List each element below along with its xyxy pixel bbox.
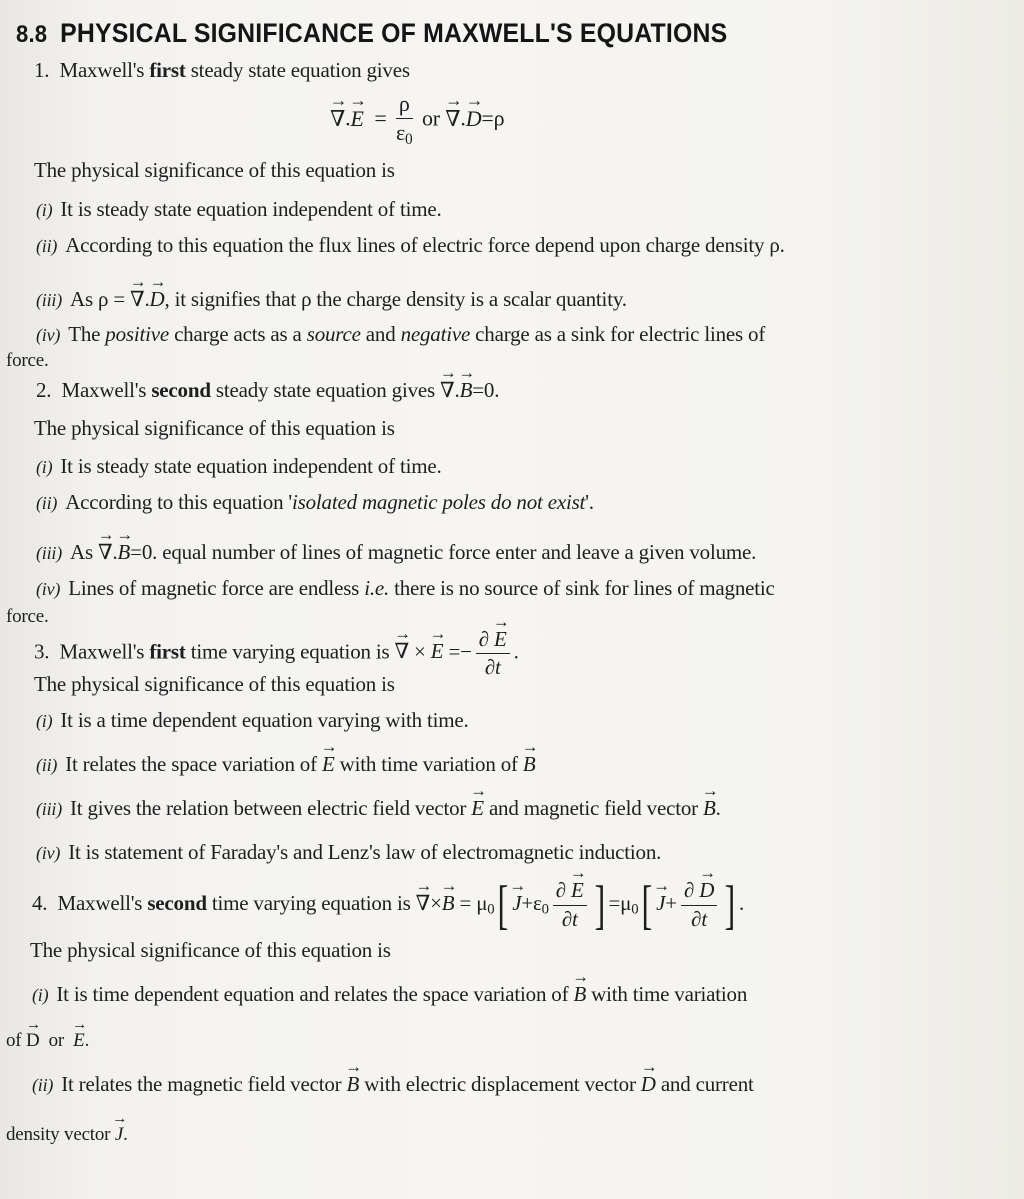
vector-B: → B [460, 378, 473, 403]
denominator [562, 906, 578, 931]
vector-D: → D [150, 287, 165, 312]
nabla-symbol: → ∇ [395, 639, 409, 664]
partial: ∂ [478, 627, 489, 651]
roman-numeral: (i) [32, 985, 49, 1005]
text: and [360, 322, 401, 346]
text: Lines of magnetic force are endless [68, 576, 365, 600]
vector-B: → B [523, 752, 536, 777]
bold-text: first [149, 58, 186, 82]
text: According to this equation the flux lines of electric force depend upon charge density ρ. [65, 233, 785, 257]
item-number: 3. [34, 639, 50, 664]
item-4-intro [32, 875, 745, 935]
vector-J: → J [115, 1124, 123, 1146]
minus-sign: − [460, 639, 472, 664]
or-text: or [421, 105, 440, 131]
subscript: 0 [631, 901, 639, 918]
roman-numeral: (i) [36, 457, 53, 477]
vector-E: → E [431, 639, 444, 664]
numerator [476, 628, 510, 654]
vector-E: → E [350, 106, 363, 132]
partial: ∂ [555, 878, 566, 903]
item-2-intro [36, 378, 499, 403]
mu: μ [476, 890, 488, 915]
rho: ρ [493, 105, 505, 131]
nabla-symbol: → ∇ [98, 540, 112, 565]
vector-J: → J [512, 891, 521, 916]
zero: 0 [141, 540, 153, 564]
nabla-symbol: → ∇ [445, 106, 460, 132]
right-bracket: ] [724, 875, 736, 935]
item-4-point-i [32, 982, 747, 1007]
vector-D: → D [699, 879, 714, 902]
subscript: 0 [405, 131, 413, 149]
time-variable: t [572, 906, 578, 931]
bold-text: second [151, 378, 211, 402]
item-2-point-iv [36, 576, 775, 601]
item-4-point-ii [32, 1072, 754, 1097]
text: It is statement of Faraday's and Lenz's law of electromagnetic induction. [68, 840, 662, 864]
plus-sign: + [665, 890, 677, 915]
roman-numeral: (ii) [36, 493, 58, 513]
text: of [6, 1030, 26, 1051]
bold-text: second [147, 890, 207, 915]
text: time varying equation is [185, 639, 390, 664]
nabla-symbol: → ∇ [330, 106, 345, 132]
text: and magnetic field vector [483, 796, 703, 820]
roman-numeral: (iv) [36, 579, 61, 599]
text: It is steady state equation independent of time. [60, 454, 442, 478]
text: with electric displacement vector [359, 1072, 641, 1096]
cross-operator: × [414, 639, 426, 664]
text: with time variation of [334, 752, 523, 776]
text: and current [655, 1072, 754, 1096]
period: . [152, 540, 158, 564]
text: Maxwell's [59, 58, 150, 82]
equals-sign: = [459, 890, 472, 915]
item-4-significance-intro: The physical significance of this equation is [30, 938, 391, 962]
subscript: 0 [487, 901, 495, 918]
text: It is a time dependent equation varying with time. [60, 708, 469, 732]
emphasis: isolated magnetic poles do not exist [292, 490, 586, 514]
item-number: 2. [36, 378, 52, 402]
period: . [513, 639, 519, 664]
nabla-symbol: → ∇ [130, 287, 144, 312]
text: It relates the magnetic field vector [61, 1072, 347, 1096]
text: time varying equation is [206, 890, 411, 915]
text: It gives the relation between electric field vector [70, 796, 472, 820]
epsilon: ε [533, 890, 542, 915]
dot-operator: . [454, 378, 460, 402]
item-4-point-ii-continuation [6, 1124, 128, 1146]
subscript: 0 [541, 901, 549, 918]
fraction-dE-dt [553, 879, 587, 930]
item-3-point-iii [36, 796, 721, 821]
vector-E: → E [571, 879, 584, 902]
text: , it signifies that ρ the charge density is a scalar quantity. [164, 287, 627, 311]
item-1-point-iv [36, 322, 765, 347]
item-3-point-i [36, 708, 469, 733]
emphasis: i.e. [364, 576, 390, 600]
text: As [70, 540, 98, 564]
item-1-significance-intro: The physical significance of this equation is [34, 158, 395, 182]
item-3-significance-intro: The physical significance of this equation is [34, 672, 395, 696]
numerator [681, 879, 717, 905]
vector-D: → D [466, 106, 482, 132]
equals-sign: = [472, 378, 484, 402]
item-1-intro [34, 58, 410, 83]
text: According to this equation ' [65, 490, 293, 514]
item-1-point-iv-continuation: force. [6, 350, 49, 371]
nabla-symbol: → ∇ [440, 378, 454, 403]
roman-numeral: (iii) [36, 799, 62, 819]
text: It relates the space variation of [65, 752, 322, 776]
text: The [68, 322, 106, 346]
text: . [84, 1030, 90, 1051]
text: It is time dependent equation and relates the space variation of [56, 982, 574, 1006]
right-bracket: ] [594, 875, 605, 935]
text: Maxwell's [57, 890, 148, 915]
equals-sign: = [374, 105, 387, 131]
item-4-point-i-continuation [6, 1030, 89, 1052]
text: . [123, 1124, 128, 1145]
denominator [485, 654, 501, 679]
item-3-point-iv [36, 840, 661, 865]
item-2-significance-intro: The physical significance of this equation is [34, 416, 395, 440]
emphasis: positive [105, 322, 170, 346]
item-number: 1. [34, 58, 50, 82]
roman-numeral: (ii) [32, 1075, 54, 1095]
equals-sign: = [481, 105, 494, 131]
text: density vector [6, 1124, 115, 1145]
time-variable: t [495, 655, 501, 680]
text: there is no source of sink for lines of magnetic [389, 576, 775, 600]
item-2-point-ii [36, 490, 594, 515]
text: equal number of lines of magnetic force enter and leave a given volume. [157, 540, 757, 564]
text: charge acts as a [169, 322, 307, 346]
dot-operator: . [460, 105, 466, 131]
partial: ∂ [691, 906, 702, 931]
roman-numeral: (i) [36, 200, 53, 220]
item-3-point-ii [36, 752, 535, 777]
text: As ρ = [70, 287, 131, 311]
item-1-equation [330, 92, 504, 149]
text: or [44, 1030, 69, 1051]
vector-B: → B [442, 891, 455, 916]
vector-J: → J [656, 891, 665, 916]
vector-B: → B [347, 1072, 360, 1097]
roman-numeral: (iii) [36, 543, 62, 563]
equals-sign: = [608, 890, 621, 915]
section-heading [16, 18, 727, 49]
vector-E: → E [471, 796, 484, 821]
text: Maxwell's [61, 378, 152, 402]
roman-numeral: (iv) [36, 325, 61, 345]
fraction-dD-dt [681, 879, 717, 930]
vector-E: → E [73, 1030, 84, 1052]
zero: 0 [483, 378, 495, 402]
denominator [396, 119, 413, 149]
time-variable: t [701, 906, 707, 931]
vector-E: → E [322, 752, 335, 777]
left-bracket: [ [497, 875, 509, 935]
section-number: 8.8 [16, 21, 48, 48]
item-2-point-iv-continuation: force. [6, 606, 49, 627]
text: charge as a sink for electric lines of [470, 322, 766, 346]
nabla-symbol: → ∇ [416, 891, 430, 916]
vector-B: → B [703, 796, 716, 821]
item-2-point-iii [36, 540, 756, 565]
numerator [553, 879, 587, 905]
text: Maxwell's [59, 639, 150, 664]
item-1-point-ii [36, 233, 785, 258]
roman-numeral: (iv) [36, 843, 61, 863]
cross-operator: × [430, 890, 442, 915]
numerator: ρ [396, 92, 413, 119]
plus-sign: + [521, 890, 534, 915]
roman-numeral: (ii) [36, 236, 58, 256]
dot-operator: . [144, 287, 150, 311]
vector-D: → D [641, 1072, 656, 1097]
vector-D: → D [26, 1030, 40, 1052]
roman-numeral: (ii) [36, 755, 58, 775]
section-title: PHYSICAL SIGNIFICANCE OF MAXWELL'S EQUATIONS [60, 18, 728, 48]
roman-numeral: (i) [36, 711, 53, 731]
epsilon: ε [395, 120, 406, 146]
item-number: 4. [32, 890, 48, 915]
text: . [715, 796, 721, 820]
denominator [691, 906, 707, 931]
text: with time variation [586, 982, 748, 1006]
partial: ∂ [484, 655, 495, 680]
partial: ∂ [561, 906, 573, 931]
fraction-dE-dt [476, 628, 510, 679]
roman-numeral: (iii) [36, 290, 62, 310]
partial: ∂ [683, 878, 695, 903]
equals-sign: = [448, 639, 461, 664]
period: . [738, 890, 745, 915]
text: '. [585, 490, 594, 514]
fraction-rho-over-eps0 [396, 92, 413, 149]
dot-operator: . [345, 105, 351, 131]
mu: μ [620, 890, 632, 915]
text: It is steady state equation independent of time. [60, 197, 442, 221]
equals-sign: = [130, 540, 142, 564]
emphasis: source [306, 322, 361, 346]
period: . [494, 378, 500, 402]
text: steady state equation gives [210, 378, 435, 402]
item-1-point-i [36, 197, 442, 222]
text: steady state equation gives [185, 58, 410, 82]
vector-E: → E [494, 628, 507, 651]
vector-B: → B [118, 540, 131, 565]
item-2-point-i [36, 454, 442, 479]
bold-text: first [149, 639, 186, 664]
emphasis: negative [400, 322, 471, 346]
dot-operator: . [112, 540, 118, 564]
vector-B: → B [573, 982, 586, 1007]
left-bracket: [ [641, 875, 653, 935]
item-1-point-iii [36, 287, 627, 312]
